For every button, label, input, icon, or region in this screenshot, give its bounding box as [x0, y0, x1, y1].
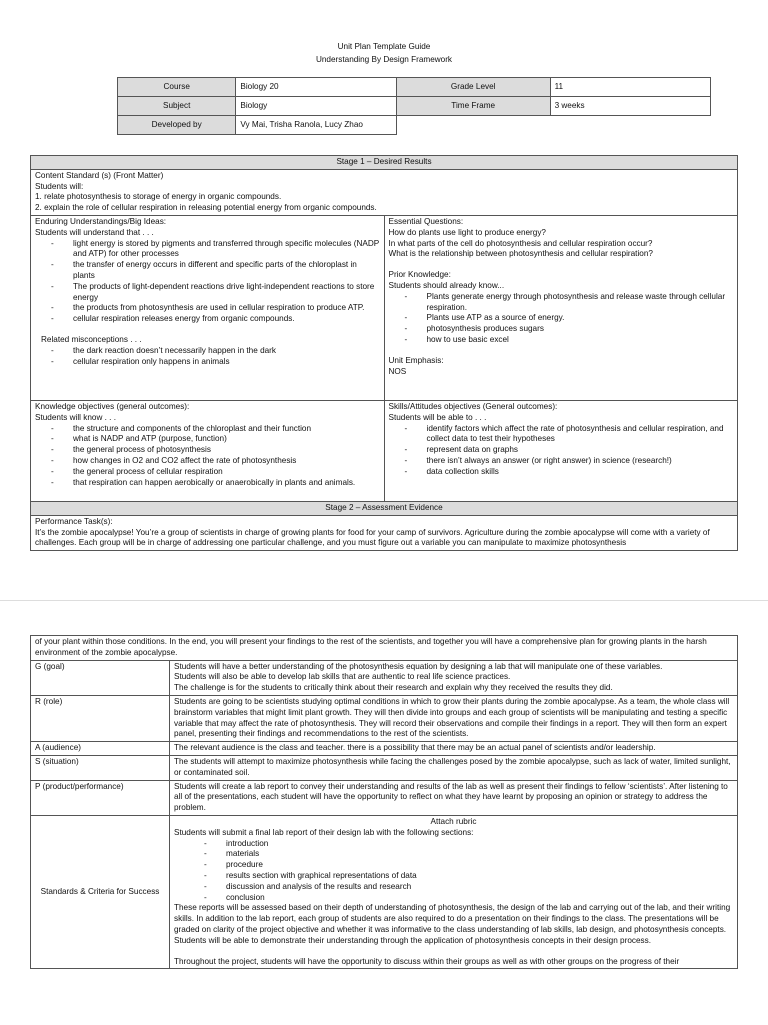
- misconceptions-title: Related misconceptions . . .: [41, 334, 142, 344]
- course-info-table: [117, 77, 711, 135]
- knowledge-intro: Students will know . . .: [35, 412, 116, 422]
- audience-label: A (audience): [31, 742, 170, 756]
- list-item: - how to use basic excel: [405, 335, 734, 346]
- list-item: - there isn’t always an answer (or right answer) in science (research!): [405, 456, 734, 467]
- list-item: - conclusion: [204, 893, 733, 904]
- skills-title: Skills/Attitudes objectives (General outcomes):: [388, 401, 558, 411]
- list-item: - that respiration can happen aerobically or anaerobically in plants and animals.: [51, 478, 380, 489]
- document-title: Unit Plan Template Guide: [337, 42, 431, 51]
- performance-continued: of your plant within those conditions. In the end, you will present your findings to the rest of the scientists, and together you will have a comprehensive plan for growing plants in the harsh environment of the zombie apocalypse.: [31, 636, 738, 661]
- essential-title: Essential Questions:: [388, 216, 464, 226]
- goal-text: Students will also be able to develop lab skills that are authentic to real life science practices.: [174, 672, 511, 682]
- audience-text: The relevant audience is the class and teacher. there is a possibility that there may be an actual panel of scientists and/or leadership.: [170, 742, 738, 756]
- performance-text: It’s the zombie apocalypse! You’re a group of scientists in charge of growing plants for food for your camp of survivors. Agriculture during the zombie apocalypse will come with a variety of challenges. Each group will be in charge of addressing one particular challenge, and you must figure out a variable you can manipulate to maximize photosynthesis: [35, 527, 710, 548]
- list-item: - identify factors which affect the rate of photosynthesis and cellular respiration, and collect data to test their hypotheses: [405, 424, 734, 446]
- list-item: - discussion and analysis of the results and research: [204, 882, 733, 893]
- skills-objectives-cell: [384, 400, 738, 501]
- role-text: Students are going to be scientists studying optimal conditions in which to grow their plants during the zombie apocalypse. As a team, the whole class will brainstorm variables that might limit plant growth. They will then divide into groups and each group of scientists will be manipulating and testing a specific variable that may affect the rate of photosynthesis. They will record their observations and compile their findings in a report. They will then form an expert panel, presenting their findings and recommendations to the rest of the scientists.: [170, 695, 738, 741]
- list-item: - Plants generate energy through photosynthesis and release waste through cellular respiration.: [405, 292, 734, 314]
- list-item: - The products of light-dependent reactions drive light-independent reactions to store energy: [51, 282, 380, 304]
- product-label: P (product/performance): [31, 780, 170, 815]
- course-label: Course: [118, 78, 236, 97]
- list-item: - represent data on graphs: [405, 445, 734, 456]
- list-item: - procedure: [204, 860, 733, 871]
- knowledge-objectives-cell: [31, 400, 385, 501]
- content-standard-cell: [31, 169, 738, 215]
- goal-text: The challenge is for the students to critically think about their research and explain why they received the results they did.: [174, 683, 613, 693]
- developed-by-label: Developed by: [118, 116, 236, 135]
- situation-text: The students will attempt to maximize photosynthesis while facing the challenges posed by the zombie apocalypse, such as lack of water, limited sunlight, or contaminated soil.: [170, 755, 738, 780]
- standards-label: Standards & Criteria for Success: [31, 815, 170, 968]
- list-item: - the structure and components of the chloroplast and their function: [51, 424, 380, 435]
- list-item: - how changes in O2 and CO2 affect the rate of photosynthesis: [51, 456, 380, 467]
- list-item: - what is NADP and ATP (purpose, function): [51, 434, 380, 445]
- performance-task-cell: [31, 515, 738, 550]
- essential-question: How do plants use light to produce energy?: [388, 227, 546, 237]
- standard-item: 1. relate photosynthesis to storage of energy in organic compounds.: [35, 192, 282, 202]
- list-item: - cellular respiration only happens in animals: [51, 357, 380, 368]
- unit-emphasis-title: Unit Emphasis:: [388, 355, 444, 365]
- assessment-text: These reports will be assessed based on their depth of understanding of photosynthesis, the design of the lab and carrying out of the lab, and their writing skills. In addition to the lab report, each group of students are also required to do a presentation on their findings to the class. The presentations will be graded on clarity of the project objective and whether it was informative to the class understanding of lab skills, lab design, and photosynthesis concepts. Students will be able to demonstrate their understanding through the application of photosynthesis concepts in their design process.: [174, 903, 731, 945]
- stage2-header: Stage 2 – Assessment Evidence: [31, 501, 738, 515]
- enduring-understandings-cell: [31, 215, 385, 400]
- list-item: - photosynthesis produces sugars: [405, 324, 734, 335]
- enduring-intro: Students will understand that . . .: [35, 227, 154, 237]
- developed-by-value: Vy Mai, Trisha Ranola, Lucy Zhao: [236, 116, 396, 135]
- list-item: - the dark reaction doesn’t necessarily happen in the dark: [51, 346, 380, 357]
- skills-intro: Students will be able to . . .: [388, 412, 487, 422]
- report-intro: Students will submit a final lab report of their design lab with the following sections:: [174, 827, 474, 837]
- grasps-table: [30, 635, 738, 969]
- list-item: - light energy is stored by pigments and transferred through specific molecules (NADP and ATP) for other processes: [51, 239, 380, 261]
- role-label: R (role): [31, 695, 170, 741]
- list-item: - introduction: [204, 839, 733, 850]
- content-standard-title: Content Standard (s) (Front Matter): [35, 170, 164, 180]
- attach-rubric: Attach rubric: [430, 816, 477, 826]
- standards-cell: [170, 815, 738, 968]
- list-item: - the general process of photosynthesis: [51, 445, 380, 456]
- unit-emphasis-value: NOS: [388, 366, 407, 376]
- time-frame-label: Time Frame: [396, 97, 550, 116]
- list-item: - the transfer of energy occurs in different and specific parts of the chloroplast in plants: [51, 260, 380, 282]
- students-will-label: Students will:: [35, 181, 84, 191]
- prior-knowledge-title: Prior Knowledge:: [388, 270, 451, 280]
- list-item: - the general process of cellular respiration: [51, 467, 380, 478]
- goal-text: Students will have a better understanding of the photosynthesis equation by designing a lab that will manipulate one of these variables.: [174, 661, 663, 671]
- list-item: - results section with graphical representations of data: [204, 871, 733, 882]
- goal-cell: [170, 660, 738, 695]
- standard-item: 2. explain the role of cellular respiration in releasing potential energy from organic compounds.: [35, 203, 377, 213]
- essential-question: What is the relationship between photosynthesis and cellular respiration?: [388, 249, 653, 259]
- essential-questions-cell: [384, 215, 738, 400]
- subject-label: Subject: [118, 97, 236, 116]
- essential-question: In what parts of the cell do photosynthesis and cellular respiration occur?: [388, 238, 653, 248]
- list-item: - Plants use ATP as a source of energy.: [405, 313, 734, 324]
- product-text: Students will create a lab report to convey their understanding and results of the lab as well as present their findings to fellow ‘scientists’. After listening to all of the presentations, each student will have the opportunity to reflect on what they have learnt by proposing an opinion or strategy to address the problem.: [170, 780, 738, 815]
- grade-level-label: Grade Level: [396, 78, 550, 97]
- list-item: - cellular respiration releases energy from organic compounds.: [51, 314, 380, 325]
- throughout-text: Throughout the project, students will have the opportunity to discuss within their groups as well as with other groups on the progress of their: [174, 956, 680, 966]
- stage-table: [30, 155, 738, 551]
- stage1-header: Stage 1 – Desired Results: [31, 156, 738, 170]
- list-item: - the products from photosynthesis are used in cellular respiration to produce ATP.: [51, 303, 380, 314]
- time-frame-value: 3 weeks: [550, 97, 710, 116]
- goal-label: G (goal): [31, 660, 170, 695]
- subject-value: Biology: [236, 97, 396, 116]
- knowledge-title: Knowledge objectives (general outcomes):: [35, 401, 190, 411]
- list-item: - materials: [204, 849, 733, 860]
- situation-label: S (situation): [31, 755, 170, 780]
- grade-level-value: 11: [550, 78, 710, 97]
- document-subtitle: Understanding By Design Framework: [315, 55, 453, 64]
- list-item: - data collection skills: [405, 467, 734, 478]
- performance-title: Performance Task(s):: [35, 516, 113, 526]
- prior-knowledge-intro: Students should already know...: [388, 280, 505, 290]
- enduring-title: Enduring Understandings/Big Ideas:: [35, 216, 167, 226]
- course-value: Biology 20: [236, 78, 396, 97]
